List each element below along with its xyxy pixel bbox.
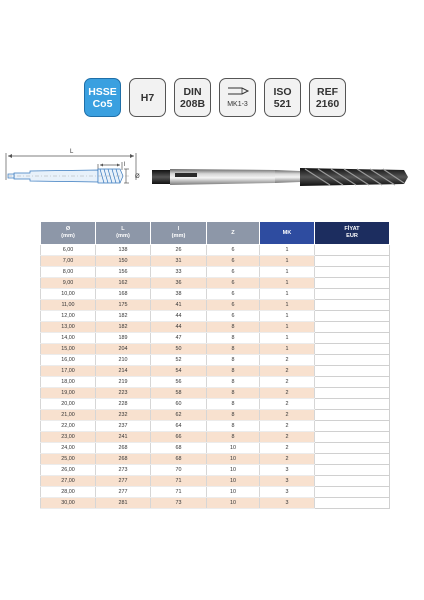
cell-length: 268 — [96, 454, 151, 465]
cell-flutes: 6 — [207, 256, 260, 267]
table-row — [41, 333, 390, 344]
table-row — [41, 300, 390, 311]
header-unit: EUR — [346, 233, 358, 239]
morse-taper-icon — [226, 85, 250, 97]
cell-price — [315, 432, 390, 443]
cell-flute-length: 54 — [151, 366, 207, 377]
cell-flute-length: 33 — [151, 267, 207, 278]
cell-flutes: 6 — [207, 267, 260, 278]
cell-flute-length: 71 — [151, 487, 207, 498]
cell-morse-taper: 1 — [260, 344, 315, 355]
cell-price — [315, 399, 390, 410]
cell-price — [315, 443, 390, 454]
cell-flute-length: 64 — [151, 421, 207, 432]
cell-flute-length: 47 — [151, 333, 207, 344]
cell-price — [315, 454, 390, 465]
cell-price — [315, 410, 390, 421]
table-row — [41, 421, 390, 432]
table-row — [41, 355, 390, 366]
cell-diameter: 24,00 — [41, 443, 96, 454]
cell-length: 138 — [96, 245, 151, 256]
cell-flutes: 6 — [207, 300, 260, 311]
cell-flute-length: 50 — [151, 344, 207, 355]
cell-diameter: 9,00 — [41, 278, 96, 289]
cell-diameter: 11,00 — [41, 300, 96, 311]
cell-diameter: 19,00 — [41, 388, 96, 399]
cell-morse-taper: 1 — [260, 289, 315, 300]
table-row — [41, 344, 390, 355]
din-badge — [174, 78, 211, 117]
cell-flutes: 8 — [207, 410, 260, 421]
badge-line2: Co5 — [92, 97, 113, 110]
cell-flutes: 8 — [207, 399, 260, 410]
cell-price — [315, 322, 390, 333]
cell-diameter: 7,00 — [41, 256, 96, 267]
badge-line1: H7 — [140, 91, 155, 104]
cell-price — [315, 256, 390, 267]
cell-price — [315, 421, 390, 432]
cell-flute-length: 38 — [151, 289, 207, 300]
cell-length: 232 — [96, 410, 151, 421]
table-row — [41, 278, 390, 289]
table-row — [41, 476, 390, 487]
table-row — [41, 245, 390, 256]
cell-morse-taper: 2 — [260, 432, 315, 443]
cell-morse-taper: 2 — [260, 421, 315, 432]
table-row — [41, 388, 390, 399]
table-row — [41, 377, 390, 388]
cell-price — [315, 377, 390, 388]
cell-price — [315, 355, 390, 366]
cell-length: 162 — [96, 278, 151, 289]
cell-flute-length: 41 — [151, 300, 207, 311]
cell-flute-length: 44 — [151, 311, 207, 322]
header-text: l — [177, 226, 180, 232]
cell-length: 273 — [96, 465, 151, 476]
cell-flutes: 8 — [207, 432, 260, 443]
cell-diameter: 6,00 — [41, 245, 96, 256]
cell-diameter: 30,00 — [41, 498, 96, 509]
dim-d-label: Ø — [135, 174, 140, 180]
cell-flutes: 10 — [207, 498, 260, 509]
cell-morse-taper: 1 — [260, 278, 315, 289]
tolerance-badge — [129, 78, 166, 117]
cell-diameter: 28,00 — [41, 487, 96, 498]
table-row — [41, 311, 390, 322]
cell-morse-taper: 2 — [260, 454, 315, 465]
cell-morse-taper: 2 — [260, 377, 315, 388]
cell-morse-taper: 2 — [260, 388, 315, 399]
badge-line1: ISO — [273, 85, 292, 98]
spec-badges — [84, 78, 346, 117]
cell-morse-taper: 1 — [260, 322, 315, 333]
cell-flute-length: 26 — [151, 245, 207, 256]
table-row — [41, 256, 390, 267]
cell-diameter: 26,00 — [41, 465, 96, 476]
cell-length: 156 — [96, 267, 151, 278]
cell-diameter: 10,00 — [41, 289, 96, 300]
shank-badge — [219, 78, 256, 117]
cell-length: 223 — [96, 388, 151, 399]
cell-length: 175 — [96, 300, 151, 311]
cell-price — [315, 487, 390, 498]
cell-price — [315, 289, 390, 300]
cell-length: 214 — [96, 366, 151, 377]
col-diameter — [41, 222, 96, 245]
cell-length: 182 — [96, 322, 151, 333]
cell-length: 281 — [96, 498, 151, 509]
badge-line1: DIN — [183, 85, 202, 98]
cell-morse-taper: 3 — [260, 476, 315, 487]
cell-diameter: 13,00 — [41, 322, 96, 333]
cell-diameter: 23,00 — [41, 432, 96, 443]
cell-morse-taper: 2 — [260, 366, 315, 377]
cell-flute-length: 70 — [151, 465, 207, 476]
dim-L-label: L — [70, 149, 74, 155]
cell-length: 168 — [96, 289, 151, 300]
header-text: Ø — [65, 226, 71, 232]
header-text: L — [121, 226, 125, 232]
cell-morse-taper: 2 — [260, 410, 315, 421]
cell-flute-length: 73 — [151, 498, 207, 509]
cell-diameter: 18,00 — [41, 377, 96, 388]
cell-diameter: 14,00 — [41, 333, 96, 344]
cell-flutes: 10 — [207, 487, 260, 498]
table-row — [41, 289, 390, 300]
cell-diameter: 12,00 — [41, 311, 96, 322]
cell-flutes: 10 — [207, 454, 260, 465]
cell-morse-taper: 1 — [260, 300, 315, 311]
col-flute-length — [151, 222, 207, 245]
cell-flute-length: 68 — [151, 443, 207, 454]
reamer-spec-table — [40, 221, 390, 509]
cell-price — [315, 465, 390, 476]
cell-length: 189 — [96, 333, 151, 344]
cell-flute-length: 60 — [151, 399, 207, 410]
cell-length: 210 — [96, 355, 151, 366]
table-row — [41, 465, 390, 476]
cell-flute-length: 52 — [151, 355, 207, 366]
cell-flutes: 8 — [207, 344, 260, 355]
cell-flutes: 10 — [207, 443, 260, 454]
cell-length: 219 — [96, 377, 151, 388]
cell-length: 241 — [96, 432, 151, 443]
header-unit: (mm) — [171, 233, 186, 239]
cell-diameter: 20,00 — [41, 399, 96, 410]
cell-morse-taper: 1 — [260, 311, 315, 322]
table-row — [41, 399, 390, 410]
cell-price — [315, 245, 390, 256]
cell-flute-length: 36 — [151, 278, 207, 289]
cell-flute-length: 44 — [151, 322, 207, 333]
cell-price — [315, 498, 390, 509]
cell-flutes: 8 — [207, 355, 260, 366]
cell-diameter: 15,00 — [41, 344, 96, 355]
cell-length: 228 — [96, 399, 151, 410]
badge-line1: REF — [317, 85, 338, 98]
table-row — [41, 487, 390, 498]
product-diagram — [0, 140, 424, 210]
cell-morse-taper: 3 — [260, 465, 315, 476]
badge-line1: HSSE — [88, 85, 117, 98]
cell-flutes: 6 — [207, 278, 260, 289]
cell-length: 237 — [96, 421, 151, 432]
table-row — [41, 432, 390, 443]
product-photo — [152, 168, 408, 186]
cell-flute-length: 68 — [151, 454, 207, 465]
cell-diameter: 17,00 — [41, 366, 96, 377]
cell-morse-taper: 2 — [260, 443, 315, 454]
cell-diameter: 22,00 — [41, 421, 96, 432]
table-row — [41, 322, 390, 333]
cell-price — [315, 388, 390, 399]
cell-flutes: 8 — [207, 333, 260, 344]
cell-length: 268 — [96, 443, 151, 454]
cell-flute-length: 56 — [151, 377, 207, 388]
cell-morse-taper: 2 — [260, 355, 315, 366]
iso-badge — [264, 78, 301, 117]
col-length — [96, 222, 151, 245]
cell-morse-taper: 2 — [260, 399, 315, 410]
cell-flutes: 10 — [207, 465, 260, 476]
technical-drawing — [6, 153, 136, 183]
cell-price — [315, 311, 390, 322]
badge-line2: 521 — [273, 97, 292, 110]
badge-line2: MK1-3 — [227, 100, 248, 108]
cell-flutes: 8 — [207, 377, 260, 388]
cell-morse-taper: 1 — [260, 245, 315, 256]
cell-morse-taper: 1 — [260, 333, 315, 344]
cell-flute-length: 62 — [151, 410, 207, 421]
cell-flute-length: 71 — [151, 476, 207, 487]
cell-diameter: 21,00 — [41, 410, 96, 421]
table-row — [41, 454, 390, 465]
material-badge — [84, 78, 121, 117]
cell-diameter: 16,00 — [41, 355, 96, 366]
cell-flute-length: 31 — [151, 256, 207, 267]
cell-length: 182 — [96, 311, 151, 322]
table-header-row — [41, 222, 390, 245]
cell-flutes: 8 — [207, 322, 260, 333]
dim-l-label: l — [124, 162, 126, 168]
cell-length: 277 — [96, 476, 151, 487]
cell-flute-length: 58 — [151, 388, 207, 399]
table-row — [41, 443, 390, 454]
cell-length: 277 — [96, 487, 151, 498]
col-morse-taper — [260, 222, 315, 245]
table-row — [41, 267, 390, 278]
cell-price — [315, 267, 390, 278]
cell-flutes: 6 — [207, 311, 260, 322]
col-flutes — [207, 222, 260, 245]
table-body — [41, 245, 390, 509]
ref-badge — [309, 78, 346, 117]
cell-flutes: 8 — [207, 421, 260, 432]
cell-morse-taper: 3 — [260, 498, 315, 509]
header-unit: (mm) — [116, 233, 130, 239]
cell-price — [315, 366, 390, 377]
cell-flutes: 10 — [207, 476, 260, 487]
badge-line2: 208B — [179, 97, 206, 110]
cell-price — [315, 300, 390, 311]
cell-morse-taper: 3 — [260, 487, 315, 498]
cell-morse-taper: 1 — [260, 256, 315, 267]
cell-diameter: 25,00 — [41, 454, 96, 465]
cell-price — [315, 344, 390, 355]
header-text: FİYAT — [344, 226, 360, 232]
table-row — [41, 498, 390, 509]
cell-diameter: 27,00 — [41, 476, 96, 487]
badge-line2: 2160 — [315, 97, 340, 110]
cell-price — [315, 333, 390, 344]
col-price — [315, 222, 390, 245]
table-row — [41, 410, 390, 421]
cell-price — [315, 476, 390, 487]
cell-length: 204 — [96, 344, 151, 355]
cell-flutes: 8 — [207, 388, 260, 399]
cell-flutes: 6 — [207, 245, 260, 256]
header-unit: (mm) — [61, 233, 75, 239]
cell-diameter: 8,00 — [41, 267, 96, 278]
cell-morse-taper: 1 — [260, 267, 315, 278]
cell-length: 150 — [96, 256, 151, 267]
cell-flutes: 6 — [207, 289, 260, 300]
cell-price — [315, 278, 390, 289]
cell-flute-length: 66 — [151, 432, 207, 443]
table-row — [41, 366, 390, 377]
cell-flutes: 8 — [207, 366, 260, 377]
header-text: MK — [282, 229, 292, 236]
header-text: Z — [231, 229, 235, 236]
